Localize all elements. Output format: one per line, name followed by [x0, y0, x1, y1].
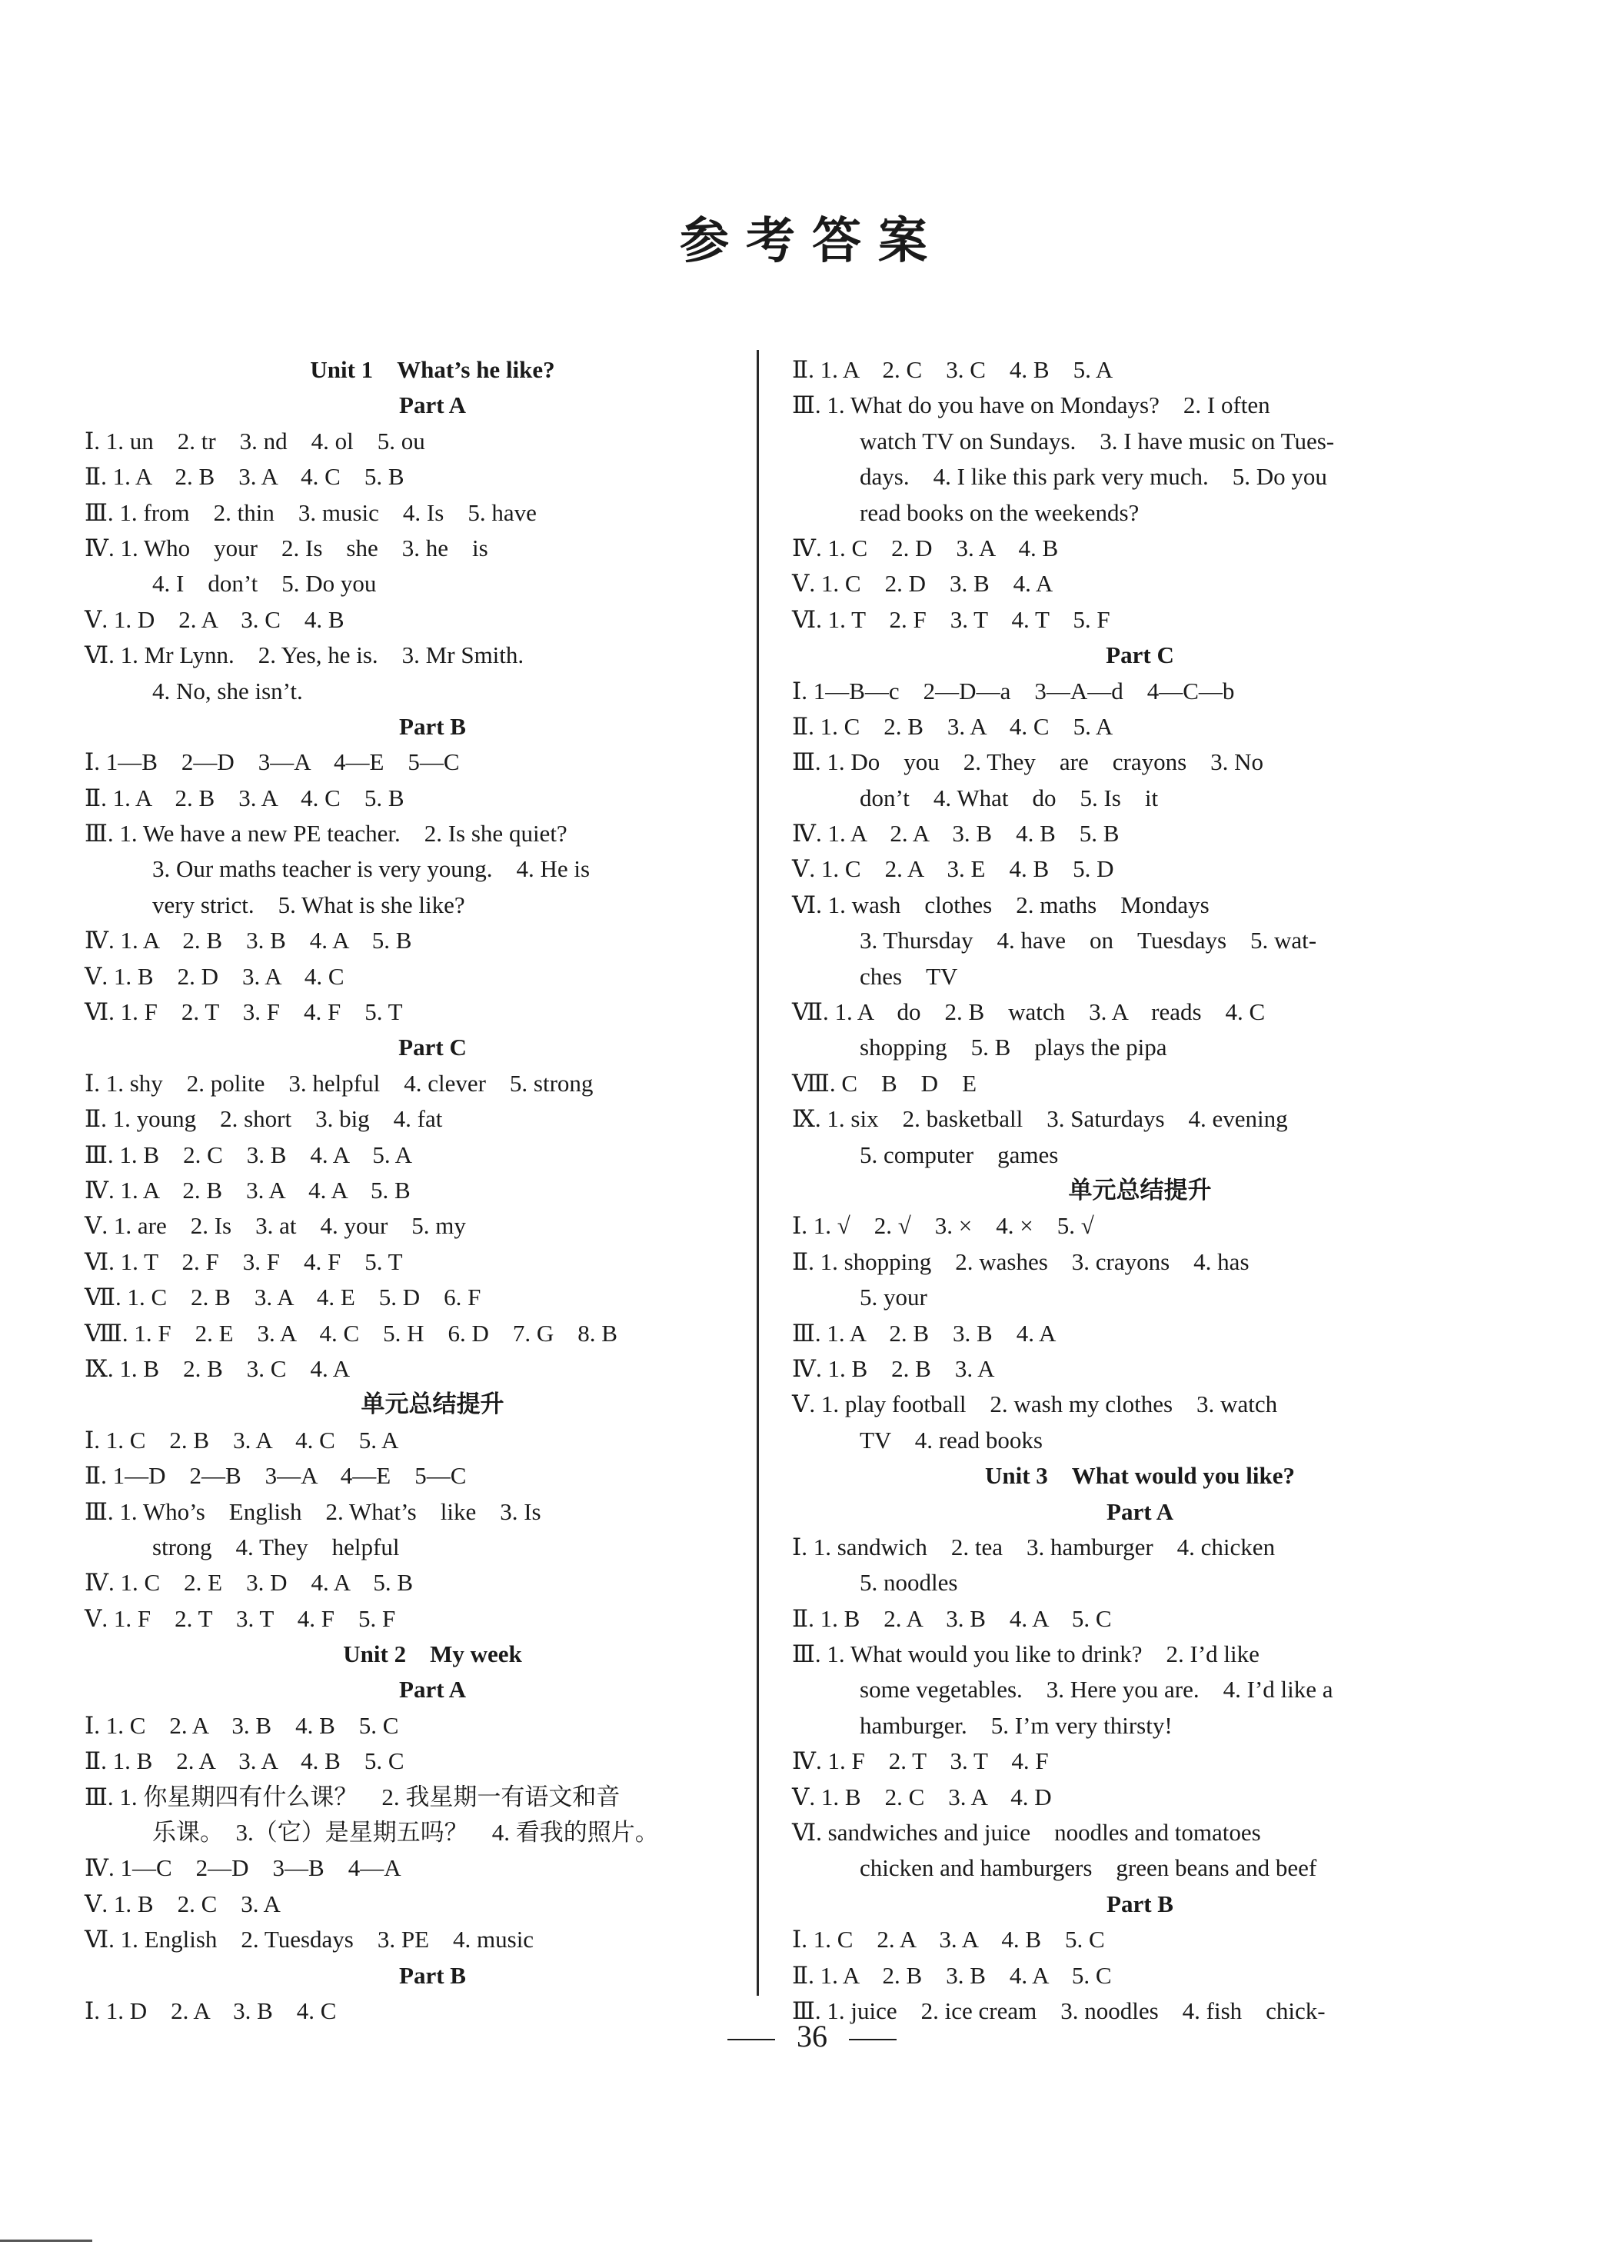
answer-column-left — [85, 352, 780, 2029]
answer-line-continued: 乐课。 3.（它）是星期五吗？ 4. 看我的照片。 — [152, 1819, 659, 1847]
answer-line: Ⅰ. 1. C 2. A 3. A 4. B 5. C — [792, 1926, 1105, 1953]
answer-line: Ⅱ. 1—D 2—B 3—A 4—E 5—C — [85, 1462, 467, 1490]
answer-line-continued: shopping 5. B plays the pipa — [860, 1034, 1167, 1061]
answer-line: Ⅲ. 1. from 2. thin 3. music 4. Is 5. have — [85, 498, 537, 526]
answer-line: Ⅱ. 1. A 2. C 3. C 4. B 5. A — [792, 356, 1113, 383]
answer-line: Ⅴ. 1. B 2. C 3. A 4. D — [792, 1783, 1052, 1810]
answer-line: Ⅰ. 1. un 2. tr 3. nd 4. ol 5. ou — [85, 427, 425, 455]
section-heading: Part B — [399, 1961, 466, 1989]
scan-edge-mark — [0, 2240, 92, 2242]
answer-line: Ⅲ. 1. juice 2. ice cream 3. noodles 4. fish chick- — [792, 1997, 1326, 2024]
answer-line: Ⅴ. 1. are 2. Is 3. at 4. your 5. my — [85, 1212, 466, 1240]
section-heading: Part A — [1107, 1497, 1173, 1525]
answer-line-continued: 5. your — [860, 1284, 927, 1311]
answer-line: Ⅰ. 1. shy 2. polite 3. helpful 4. clever 5. strong — [85, 1069, 594, 1097]
answer-line: Ⅴ. 1. play football 2. wash my clothes 3. watch — [792, 1390, 1278, 1418]
answer-line: Ⅳ. 1. A 2. B 3. A 4. A 5. B — [85, 1176, 411, 1204]
answer-line: Ⅳ. 1. Who your 2. Is she 3. he is — [85, 534, 488, 561]
answer-line-continued: 3. Thursday 4. have on Tuesdays 5. wat- — [860, 927, 1317, 954]
unit-heading: Unit 3 What would you like? — [984, 1462, 1296, 1490]
answer-line: Ⅳ. 1. B 2. B 3. A — [792, 1354, 995, 1382]
answer-line-continued: days. 4. I like this park very much. 5. Do you — [860, 463, 1327, 491]
answer-line: Ⅴ. 1. C 2. D 3. B 4. A — [792, 570, 1053, 598]
answer-line: Ⅱ. 1. A 2. B 3. A 4. C 5. B — [85, 463, 404, 491]
section-heading: Part A — [399, 391, 466, 419]
answer-line-continued: 4. I don’t 5. Do you — [152, 570, 377, 598]
answer-line: Ⅲ. 1. B 2. C 3. B 4. A 5. A — [85, 1141, 413, 1168]
section-heading: Part C — [1106, 641, 1174, 669]
answer-line-continued: 4. No, she isn’t. — [152, 677, 303, 704]
answer-line-continued: strong 4. They helpful — [152, 1533, 400, 1560]
page-number: 36 — [797, 2019, 827, 2053]
answer-line: Ⅳ. 1. C 2. D 3. A 4. B — [792, 534, 1059, 561]
answer-line: Ⅶ. 1. C 2. B 3. A 4. E 5. D 6. F — [85, 1284, 481, 1311]
answer-line: Ⅴ. 1. D 2. A 3. C 4. B — [85, 605, 344, 633]
answer-line: Ⅱ. 1. shopping 2. washes 3. crayons 4. has — [792, 1247, 1250, 1275]
answer-line: Ⅴ. 1. B 2. C 3. A — [85, 1890, 281, 1917]
answer-line: Ⅱ. 1. B 2. A 3. A 4. B 5. C — [85, 1747, 404, 1775]
answer-line: Ⅵ. 1. English 2. Tuesdays 3. PE 4. music — [85, 1926, 534, 1953]
answer-line-continued: hamburger. 5. I’m very thirsty! — [860, 1711, 1173, 1739]
answer-line: Ⅳ. 1. F 2. T 3. T 4. F — [792, 1747, 1049, 1775]
footer-dash-right — [849, 2039, 897, 2040]
answer-line: Ⅳ. 1. A 2. A 3. B 4. B 5. B — [792, 820, 1120, 848]
answer-line: Ⅲ. 1. We have a new PE teacher. 2. Is she quiet? — [85, 820, 567, 848]
answer-line: Ⅷ. C B D E — [792, 1069, 977, 1097]
answer-line: Ⅴ. 1. C 2. A 3. E 4. B 5. D — [792, 855, 1114, 883]
answer-line: Ⅰ. 1—B—c 2—D—a 3—A—d 4—C—b — [792, 677, 1235, 704]
answer-line: Ⅸ. 1. B 2. B 3. C 4. A — [85, 1354, 351, 1382]
answer-line-continued: 5. noodles — [860, 1569, 958, 1597]
answer-line-continued: chicken and hamburgers green beans and beef — [860, 1854, 1317, 1882]
unit-heading: Unit 2 My week — [343, 1640, 522, 1668]
answer-line: Ⅰ. 1—B 2—D 3—A 4—E 5—C — [85, 748, 460, 776]
section-heading: Part A — [399, 1676, 466, 1703]
answer-line: Ⅲ. 1. Who’s English 2. What’s like 3. Is — [85, 1497, 541, 1525]
footer-dash-left — [727, 2039, 775, 2040]
section-heading: Part C — [398, 1034, 467, 1061]
answer-line: Ⅱ. 1. C 2. B 3. A 4. C 5. A — [792, 712, 1113, 740]
answer-line: Ⅶ. 1. A do 2. B watch 3. A reads 4. C — [792, 998, 1266, 1026]
answer-line-continued: very strict. 5. What is she like? — [152, 891, 465, 918]
answer-line: Ⅲ. 1. A 2. B 3. B 4. A — [792, 1319, 1057, 1347]
answer-line: Ⅰ. 1. sandwich 2. tea 3. hamburger 4. chicken — [792, 1533, 1276, 1560]
answer-line: Ⅵ. 1. Mr Lynn. 2. Yes, he is. 3. Mr Smith. — [85, 641, 524, 669]
section-heading: Part B — [1107, 1890, 1173, 1917]
section-heading: 单元总结提升 — [1068, 1176, 1212, 1204]
answer-line: Ⅵ. 1. F 2. T 3. F 4. F 5. T — [85, 998, 403, 1026]
answer-line-continued: TV 4. read books — [860, 1426, 1043, 1454]
answer-line: Ⅳ. 1. C 2. E 3. D 4. A 5. B — [85, 1569, 414, 1597]
answer-line: Ⅰ. 1. D 2. A 3. B 4. C — [85, 1997, 337, 2024]
answer-line-continued: 3. Our maths teacher is very young. 4. He is — [152, 855, 591, 883]
answer-line: Ⅱ. 1. B 2. A 3. B 4. A 5. C — [792, 1604, 1112, 1632]
answer-line: Ⅴ. 1. F 2. T 3. T 4. F 5. F — [85, 1604, 396, 1632]
answer-line: Ⅰ. 1. C 2. A 3. B 4. B 5. C — [85, 1711, 399, 1739]
answer-line: Ⅲ. 1. What would you like to drink? 2. I’d like — [792, 1640, 1260, 1668]
answer-line: Ⅷ. 1. F 2. E 3. A 4. C 5. H 6. D 7. G 8. B — [85, 1319, 617, 1347]
answer-line: Ⅱ. 1. A 2. B 3. B 4. A 5. C — [792, 1961, 1112, 1989]
answer-line: Ⅲ. 1. 你星期四有什么课？ 2. 我星期一有语文和音 — [85, 1783, 621, 1810]
answer-line: Ⅵ. 1. wash clothes 2. maths Mondays — [792, 891, 1210, 918]
answer-line-continued: watch TV on Sundays. 3. I have music on Tues- — [860, 427, 1335, 455]
section-heading: Part B — [399, 712, 466, 740]
column-divider — [757, 350, 759, 1996]
answer-line: Ⅵ. 1. T 2. F 3. T 4. T 5. F — [792, 605, 1110, 633]
answer-line: Ⅲ. 1. Do you 2. They are crayons 3. No — [792, 748, 1264, 776]
answer-line: Ⅲ. 1. What do you have on Mondays? 2. I often — [792, 391, 1270, 419]
answer-line: Ⅵ. 1. T 2. F 3. F 4. F 5. T — [85, 1247, 403, 1275]
answer-line: Ⅳ. 1. A 2. B 3. B 4. A 5. B — [85, 927, 412, 954]
section-heading: 单元总结提升 — [361, 1390, 504, 1418]
answer-line: Ⅸ. 1. six 2. basketball 3. Saturdays 4. evening — [792, 1105, 1288, 1133]
page-title: 参考答案 — [680, 214, 944, 268]
answer-line-continued: read books on the weekends? — [860, 498, 1140, 526]
answer-line: Ⅳ. 1—C 2—D 3—B 4—A — [85, 1854, 401, 1882]
answer-line: Ⅵ. sandwiches and juice noodles and tomatoes — [792, 1819, 1261, 1847]
answer-line: Ⅰ. 1. √ 2. √ 3. × 4. × 5. √ — [792, 1212, 1094, 1240]
page-number-footer — [0, 2021, 1624, 2052]
answer-line-continued: don’t 4. What do 5. Is it — [860, 784, 1159, 811]
answer-line: Ⅰ. 1. C 2. B 3. A 4. C 5. A — [85, 1426, 399, 1454]
answer-line: Ⅱ. 1. A 2. B 3. A 4. C 5. B — [85, 784, 404, 811]
answer-line-continued: ches TV — [860, 962, 958, 990]
answer-column-right — [792, 352, 1488, 2029]
unit-heading: Unit 1 What’s he like? — [310, 356, 555, 383]
answer-line-continued: some vegetables. 3. Here you are. 4. I’d like a — [860, 1676, 1333, 1703]
answer-line: Ⅴ. 1. B 2. D 3. A 4. C — [85, 962, 344, 990]
answer-line: Ⅱ. 1. young 2. short 3. big 4. fat — [85, 1105, 443, 1133]
answer-line-continued: 5. computer games — [860, 1141, 1059, 1168]
